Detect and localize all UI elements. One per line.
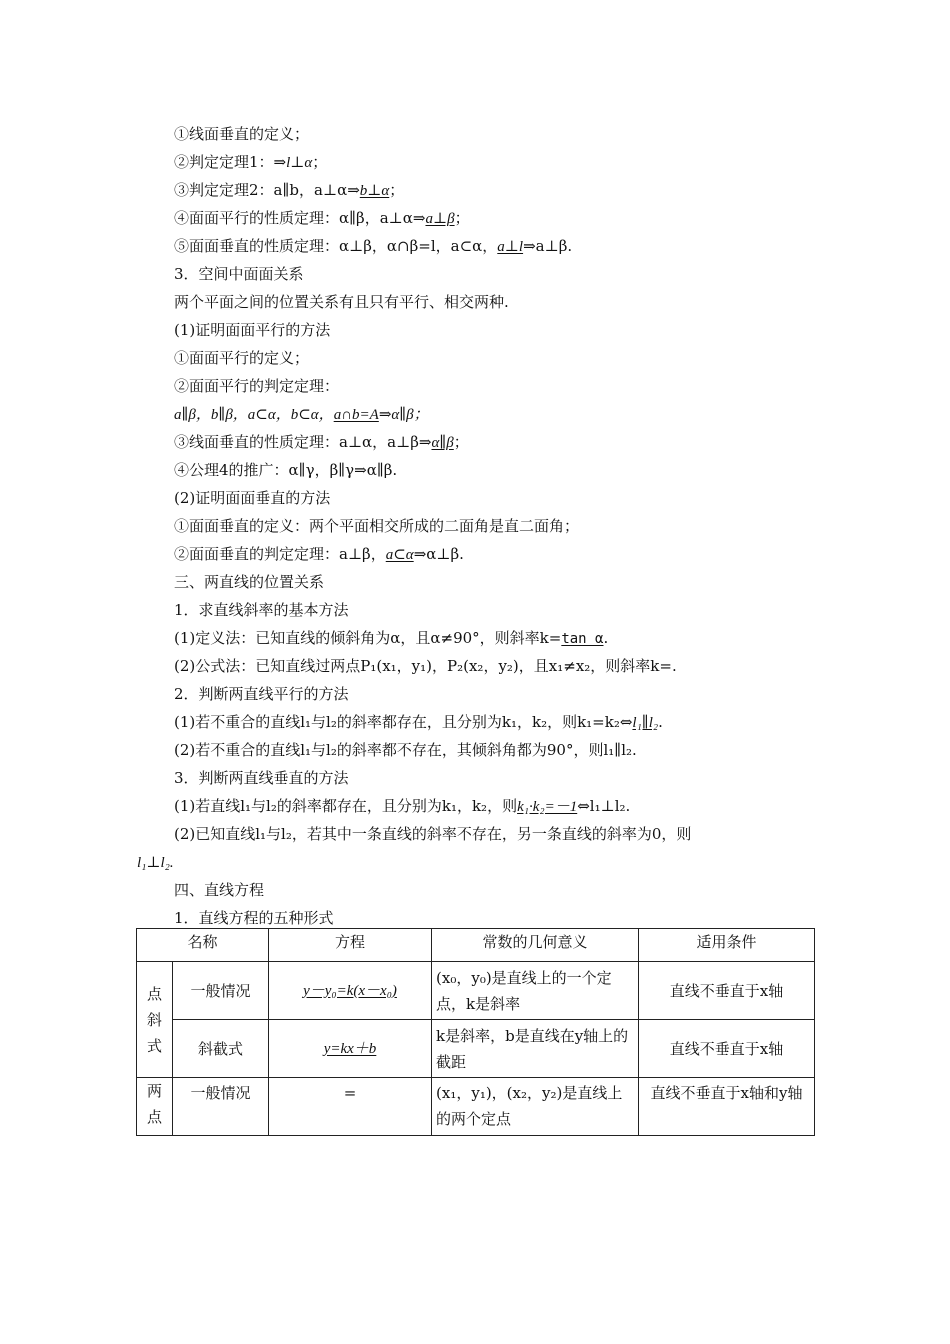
blank-answer: b⊥α (359, 183, 390, 199)
text: ； (389, 181, 405, 199)
header-equation: 方程 (269, 929, 432, 962)
text: (1)定义法：已知直线的倾斜角为α，且α≠90°，则斜率k= (174, 629, 562, 647)
row-meaning: (x₀，y₀)是直线上的一个定点，k是斜率 (432, 962, 639, 1020)
text: ③判定定理2：a∥b，a⊥α⇒ (174, 181, 360, 199)
line-equation-forms-table (136, 928, 815, 1136)
section-heading: 四、直线方程 (174, 881, 265, 899)
row-equation: = (269, 1078, 432, 1136)
text: ⇒a⊥β. (523, 237, 573, 255)
text: ； (453, 433, 469, 451)
blank-answer: α∥β (431, 435, 454, 451)
item-plane-perp-property (174, 236, 572, 257)
paragraph: 两个平面之间的位置关系有且只有平行、相交两种. (174, 293, 509, 311)
item-line: ②面面平行的判定定理： (174, 377, 340, 395)
group-label-point-slope: 点斜式 (137, 962, 173, 1078)
answer: l⊥α (286, 155, 313, 171)
item-judgment-theorem-1 (174, 152, 327, 173)
item-line (174, 712, 663, 733)
row-name: 斜截式 (173, 1020, 269, 1078)
item-line (174, 432, 469, 453)
row-meaning: k是斜率，b是直线在y轴上的截距 (432, 1020, 639, 1078)
text: ④面面平行的性质定理：α∥β，a⊥α⇒ (174, 209, 426, 227)
subsection-heading: 1．求直线斜率的基本方法 (174, 601, 349, 619)
table-row (137, 962, 815, 1020)
item-line: (2)公式法：已知直线过两点P₁(x₁，y₁)，P₂(x₂，y₂)，且x₁≠x₂，则斜率k=. (174, 657, 677, 675)
group-label-two-point: 两点 (137, 1078, 173, 1136)
row-name: 一般情况 (173, 962, 269, 1020)
item-line-perp-definition: ①线面垂直的定义； (174, 125, 310, 143)
text: ③线面垂直的性质定理：a⊥α，a⊥β⇒ (174, 433, 432, 451)
row-name: 一般情况 (173, 1078, 269, 1136)
item-line: (2)已知直线l₁与l₂，若其中一条直线的斜率不存在，另一条直线的斜率为0，则 (174, 825, 692, 843)
item-line (174, 628, 608, 649)
section-heading: 3．空间中面面关系 (174, 265, 304, 283)
item-line-continuation: l₁⊥l₂. (137, 855, 174, 871)
subsection-heading: (2)证明面面垂直的方法 (174, 489, 331, 507)
row-condition: 直线不垂直于x轴和y轴 (639, 1078, 815, 1136)
blank-answer: a⊂α (385, 547, 414, 563)
text: ⇔l₁⊥l₂. (577, 797, 631, 815)
text: ⇒α⊥β. (413, 545, 464, 563)
text: ②判定定理1：⇒ (174, 153, 287, 171)
blank-answer: tan α (561, 631, 604, 647)
text: ； (312, 153, 328, 171)
row-condition: 直线不垂直于x轴 (639, 1020, 815, 1078)
item-line: (2)若不重合的直线l₁与l₂的斜率都不存在，其倾斜角都为90°，则l₁∥l₂. (174, 741, 637, 759)
text: ②面面垂直的判定定理：a⊥β， (174, 545, 386, 563)
text: ； (454, 209, 470, 227)
item-line (174, 544, 464, 565)
subsection-heading: 3．判断两直线垂直的方法 (174, 769, 349, 787)
formula-line (174, 404, 429, 425)
section-heading: 三、两直线的位置关系 (174, 573, 325, 591)
item-line (174, 796, 630, 817)
table-row (137, 1078, 815, 1136)
text: . (603, 629, 609, 647)
text: . (658, 713, 663, 731)
blank-answer: l₁∥l₂ (632, 715, 659, 731)
header-name: 名称 (137, 929, 269, 962)
item-judgment-theorem-2 (174, 180, 404, 201)
blank-answer: a⊥l (497, 239, 524, 255)
item-line: ①面面平行的定义； (174, 349, 310, 367)
subsection-heading: 1．直线方程的五种形式 (174, 909, 334, 927)
subsection-heading: 2．判断两直线平行的方法 (174, 685, 349, 703)
item-line: ④公理4的推广：α∥γ，β∥γ⇒α∥β. (174, 461, 398, 479)
row-equation: y－y₀=k(x－x₀) (269, 962, 432, 1020)
blank-answer: a⊥β (425, 211, 455, 227)
text: (1)若直线l₁与l₂的斜率都存在，且分别为k₁，k₂，则 (174, 797, 518, 815)
row-equation: y=kx＋b (269, 1020, 432, 1078)
text: ⇒α∥β； (378, 407, 429, 423)
table-row (137, 1020, 815, 1078)
blank-answer: a∩b=A (333, 407, 379, 423)
text: (1)若不重合的直线l₁与l₂的斜率都存在，且分别为k₁，k₂，则k₁=k₂⇔ (174, 713, 633, 731)
text: a∥β，b∥β，a⊂α，b⊂α， (174, 407, 334, 423)
row-meaning: (x₁，y₁)，(x₂，y₂)是直线上的两个定点 (432, 1078, 639, 1136)
header-condition: 适用条件 (639, 929, 815, 962)
item-plane-parallel-property (174, 208, 470, 229)
subsection-heading: (1)证明面面平行的方法 (174, 321, 331, 339)
text: ⑤面面垂直的性质定理：α⊥β，α∩β=l，a⊂α， (174, 237, 498, 255)
item-line: ①面面垂直的定义：两个平面相交所成的二面角是直二面角； (174, 517, 580, 535)
row-condition: 直线不垂直于x轴 (639, 962, 815, 1020)
table-header-row (137, 929, 815, 962)
header-meaning: 常数的几何意义 (432, 929, 639, 962)
blank-answer: k₁·k₂=－1 (517, 799, 578, 815)
